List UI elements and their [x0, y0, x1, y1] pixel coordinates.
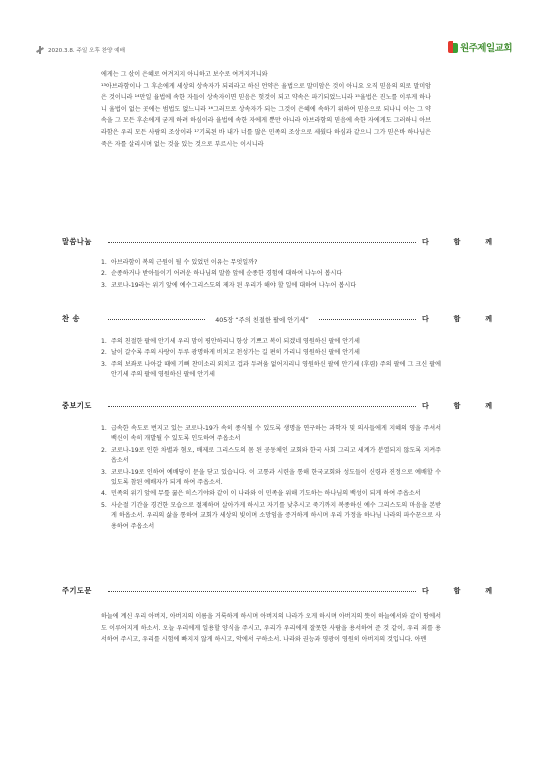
section-title: 찬 송: [62, 314, 80, 323]
list-item: 2. 코로나-19로 인한 차별과 혐오, 배제로 그리스도의 몸 된 공동체인 교회와 한국 사회 그리고 세계가 분열되지 않도록 지켜주옵소서: [101, 446, 441, 465]
section-heading: [62, 400, 492, 412]
list-item: 1. 아브라함이 복의 근원이 될 수 있었던 이유는 무엇일까?: [101, 259, 258, 266]
scripture-passage: [101, 69, 431, 150]
header-info: [36, 46, 125, 54]
section-title: 주기도문: [62, 586, 92, 595]
asterisk-icon: [36, 46, 44, 54]
list-item: 4. 민족의 위기 앞에 무릎 꿇은 히스기야와 같이 이 나라와 이 민족을 위해 기도하는 하나님의 백성이 되게 하여 주옵소서: [101, 490, 421, 498]
church-logo-text: 원주제일교회: [459, 43, 512, 54]
list-item: 5. 사순절 기간을 경건한 모습으로 절제하며 살아가게 하시고 자기를 낮추시고 죽기까지 복종하신 예수 그리스도의 마음을 본받게 하옵소서. 우리의 삶을 통하여 교회가 세상의 빛이며 소망임을 증거하게 하시며 우리 가정을 하나님 나라의 파수꾼으로 사용하여 주옵소서: [101, 501, 441, 530]
section-lords-prayer: [62, 585, 492, 646]
list-item: 3. 코로나-19로 인하여 예배당이 문을 닫고 있습니다. 이 고통과 시련을 통해 한국교회와 성도들이 신령과 진정으로 예배할 수 있도록 참된 예배자가 되게 하여 주옵소서.: [101, 468, 441, 487]
dotted-leader: [108, 591, 416, 592]
list-item: 3. 주의 보좌로 나아갈 때에 기뻐 찬미소리 외치고 겁과 두려움 없어지리니 영원하신 팔에 안기세 (후렴) 주의 팔에 그 크신 팔에 안기세 주의 팔에 영원하신 팔에 안기세: [101, 360, 441, 379]
together-label: 다 함 께: [422, 238, 492, 246]
section-title: 중보기도: [62, 401, 92, 410]
section-heading: [62, 313, 492, 325]
hymn-verse-list: [101, 337, 441, 381]
together-label: 다 함 께: [422, 402, 492, 410]
prayer-request-list: [101, 424, 441, 532]
hymn-title: 405장 “주의 친절한 팔에 안기세”: [215, 316, 309, 324]
together-label: 다 함 께: [422, 587, 492, 595]
question-list: [101, 258, 441, 291]
list-item: 1. 급속한 속도로 번지고 있는 코로나-19가 속히 종식될 수 있도록 생명을 연구하는 과학자 및 의사들에게 지혜의 영을 주셔서 백신이 속히 개발될 수 있도록 인도하여 주옵소서: [101, 425, 441, 443]
list-item: 1. 주의 친절한 팔에 안기세 우리 맘이 평안하리니 항상 기쁘고 복이 되겠네 영원하신 팔에 안기세: [101, 338, 360, 345]
section-heading: [62, 585, 492, 597]
scripture-line-prefix: 에게는 그 삯이 은혜로 여겨지지 아니하고 보수로 여겨지거니와: [101, 71, 268, 78]
together-label: 다 함 께: [422, 315, 492, 323]
section-title: 말씀나눔: [62, 237, 92, 246]
list-item: 2. 순종하거나 받아들이기 어려운 하나님의 말씀 앞에 순종한 경험에 대하여 나누어 봅시다: [101, 270, 343, 278]
list-item: 3. 코로나-19라는 위기 앞에 예수그리스도의 제자 된 우리가 해야 할 일에 대하여 나누어 봅시다: [101, 281, 357, 289]
service-date-label: 2020.3.8. 주일 오후 찬양 예배: [48, 48, 126, 54]
dotted-leader: [108, 242, 416, 243]
section-intercession: [62, 400, 492, 533]
lords-prayer-text: 하늘에 계신 우리 아버지, 아버지의 이름을 거룩하게 하시며 아버지의 나라가 오게 하시며 아버지의 뜻이 하늘에서와 같이 땅에서도 이루어지게 하소서. 오늘 우리에게 일용할 양식을 주시고, 우리가 우리에게 잘못한 사람을 용서하여 준 것 같이, 우리 죄를 용서하여 주시고, 우리를 시험에 빠지지 않게 하시고, 악에서 구하소서. 나라와 권능과 영광이 영원히 아버지의 것입니다. 아멘: [101, 613, 441, 644]
church-logo: [448, 40, 512, 54]
page-header: [36, 38, 512, 64]
dotted-leader: [319, 319, 416, 320]
scripture-body: ¹³아브라함이나 그 후손에게 세상의 상속자가 되리라고 하신 언약은 율법으로 말미암은 것이 아니요 오직 믿음의 의로 말미암은 것이니라 ¹⁴만일 율법에 속한 자들이 상속자이면 믿음은 헛것이 되고 약속은 파기되었느니라 ¹⁵율법은 진노를 이루게 하나니 율법이 없는 곳에는 범법도 없느니라 ¹⁶그러므로 상속자가 되는 그것이 은혜에 속하기 위하여 믿음으로 되나니 이는 그 약속을 그 모든 후손에게 굳게 하려 하심이라 율법에 속한 자에게 뿐만 아니라 아브라함의 믿음에 속한 자에게도 그러하니 아브라함은 우리 모든 사람의 조상이라 ¹⁷기록된 바 내가 너를 많은 민족의 조상으로 세웠다 하심과 같으니 그가 믿은바 하나님은 죽은 자를 살리시며 없는 것을 있는 것으로 부르시는 이시니라: [101, 82, 431, 148]
church-logo-icon: [448, 41, 458, 53]
dotted-leader: [108, 406, 416, 407]
dotted-leader: [108, 319, 205, 320]
section-heading: [62, 236, 492, 248]
section-sharing: [62, 236, 492, 292]
section-hymn: [62, 313, 492, 382]
list-item: 2. 날이 갈수록 주의 사랑이 두루 광명하게 비치고 천성가는 길 편히 가리니 영원하신 팔에 안기세: [101, 349, 360, 357]
